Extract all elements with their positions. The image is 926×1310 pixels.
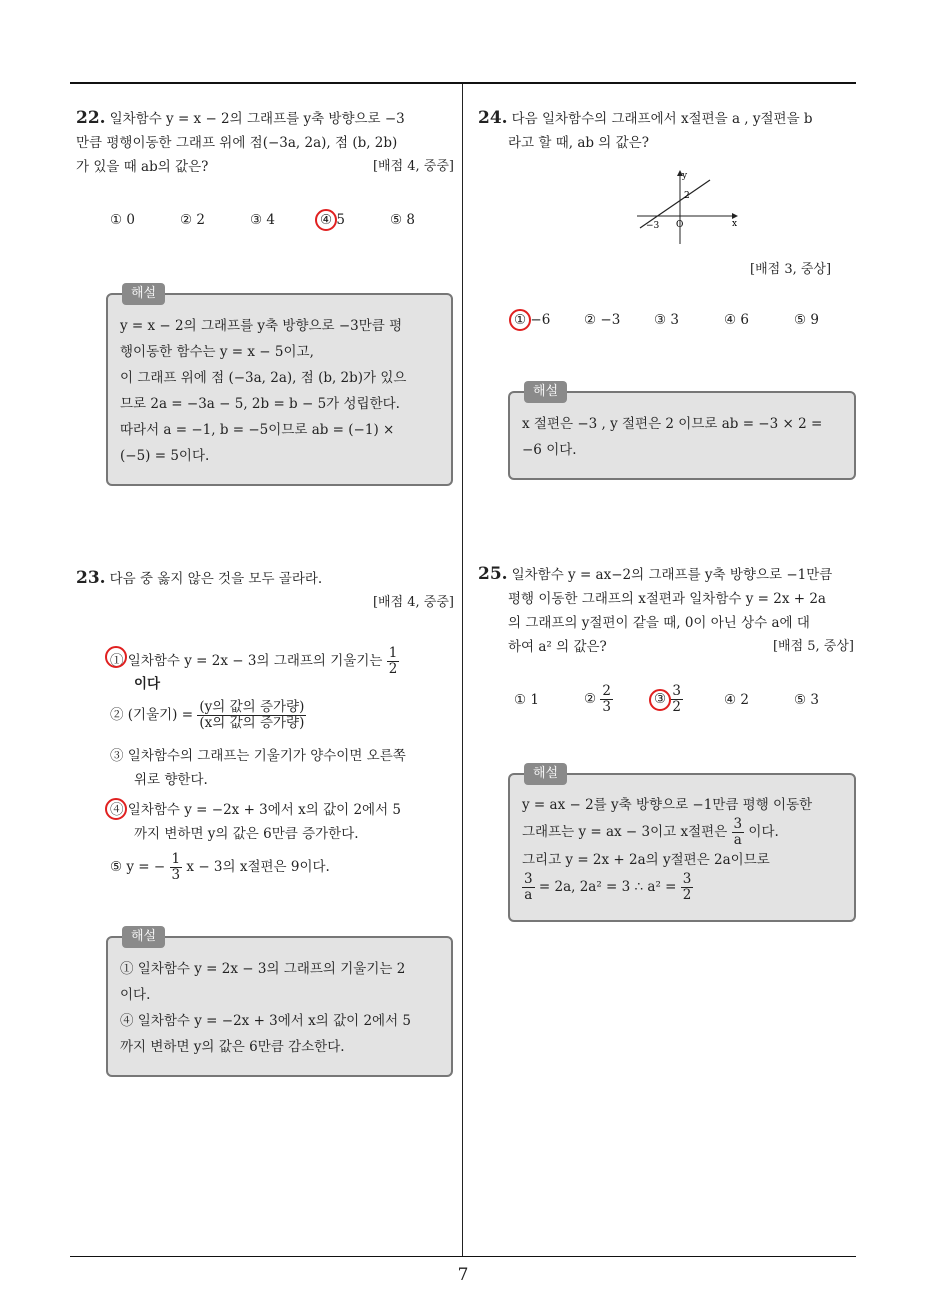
difficulty-24: [배점 3, 중상] [750,262,832,277]
choices-25 [514,684,844,724]
question-22 [76,106,454,179]
solution-line: 므로 2a = −3a − 5, 2b = b − 5가 성립한다. [120,396,400,412]
choice-4[interactable]: ④ 5 [320,212,345,228]
choice-5[interactable]: ⑤ 9 [794,312,819,328]
difficulty: [배점 5, 중상] [772,639,854,654]
solution-line: ① 일차함수 y = 2x − 3의 그래프의 기울기는 2 [120,961,406,977]
solution-tag: 해설 [122,283,165,305]
question-number: 23. [76,568,106,588]
solution-line: y = ax − 2를 y축 방향으로 −1만큼 평행 이동한 [522,797,813,813]
solution-box-25 [508,766,856,922]
solution-line: (−5) = 5이다. [120,448,210,464]
option-text: x − 3의 x절편은 9이다. [186,859,330,875]
solution-line: −6 이다. [522,442,577,458]
axis-label-y: y [682,171,688,181]
difficulty: [배점 4, 중중] [372,159,454,174]
question-text: 다음 중 옳지 않은 것을 모두 골라라. [109,571,323,587]
solution-tag: 해설 [524,763,567,785]
question-text: 가 있을 때 ab의 값은? [76,159,209,175]
option-text: ④ 일차함수 y = −2x + 3에서 x의 값이 2에서 5 [110,802,402,818]
option-text: ② (기울기) = [110,707,194,723]
choice-4[interactable]: ④ 6 [724,312,749,328]
answer-circle-icon [509,309,531,331]
solution-line: 까지 변하면 y의 값은 6만큼 감소한다. [120,1039,345,1055]
answer-circle-icon [649,689,671,711]
option-5[interactable] [110,852,330,883]
solution-line: 그리고 y = 2x + 2a의 y절편은 2a이므로 [522,852,770,868]
column-divider [462,84,463,1256]
option-3-cont: 위로 향한다. [134,772,208,788]
question-text: 일차함수 y = ax−2의 그래프를 y축 방향으로 −1만큼 [511,567,833,583]
question-25 [478,562,858,659]
choice-5[interactable]: ⑤ 8 [390,212,415,228]
bottom-rule [70,1256,856,1257]
y-intercept-label: 2 [684,191,690,201]
answer-circle-icon [105,798,127,820]
option-2[interactable] [110,700,306,731]
option-1-cont: 이다 [134,676,161,692]
fraction: $\frac{\text{(y의 값의 증가량)}}{\text{(x의 값의 증가량)}}$ [199,699,305,731]
origin-label: O [676,220,684,230]
solution-line: ④ 일차함수 y = −2x + 3에서 x의 값이 2에서 5 [120,1013,412,1029]
option-4-cont: 까지 변하면 y의 값은 6만큼 증가한다. [134,826,359,842]
difficulty: [배점 4, 중중] [372,595,454,610]
option-3[interactable]: ③ 일차함수의 그래프는 기울기가 양수이면 오른쪽 [110,748,406,764]
x-intercept-label: −3 [646,221,660,231]
question-number: 22. [76,108,106,128]
choice-1[interactable]: ① −6 [514,312,550,328]
answer-circle-icon [315,209,337,231]
solution-line: x 절편은 −3 , y 절편은 2 이므로 ab = −3 × 2 = [522,416,823,432]
question-text: 다음 일차함수의 그래프에서 x절편을 a , y절편을 b [511,111,813,127]
choice-2[interactable]: ② −3 [584,312,621,328]
choice-4[interactable]: ④ 2 [724,692,749,708]
question-text: 하여 a² 의 값은? [508,639,607,655]
question-text: 만큼 평행이동한 그래프 위에 점(−3a, 2a), 점 (b, 2b) [76,135,398,151]
choice-2[interactable]: ② $\frac{2}{3}$ [584,683,611,715]
option-text: ⑤ y = − [110,859,166,875]
solution-line: y = x − 2의 그래프를 y축 방향으로 −3만큼 평 [120,318,403,334]
solution-box-24 [508,384,856,480]
choice-1[interactable]: ① 1 [514,692,539,708]
option-4[interactable] [110,798,401,822]
choice-5[interactable]: ⑤ 3 [794,692,819,708]
top-rule [70,82,856,84]
solution-tag: 해설 [524,381,567,403]
question-text: 의 그래프의 y절편이 같을 때, 0이 아닌 상수 a에 대 [508,615,810,631]
answer-circle-icon [105,646,127,668]
choice-2[interactable]: ② 2 [180,212,205,228]
solution-line: 행이동한 함수는 y = x − 5이고, [120,344,314,360]
solution-box-22 [106,286,453,486]
choice-3[interactable]: ③ 4 [250,212,275,228]
page-number: 7 [457,1265,469,1285]
solution-line: 이 그래프 위에 점 (−3a, 2a), 점 (b, 2b)가 있으 [120,370,407,386]
question-24 [478,106,856,155]
question-number: 24. [478,108,508,128]
solution-tag: 해설 [122,926,165,948]
question-number: 25. [478,564,508,584]
question-text: 라고 할 때, ab 의 값은? [508,135,649,151]
axis-label-x: x [732,219,738,229]
choice-1[interactable]: ① 0 [110,212,135,228]
solution-line: 따라서 a = −1, b = −5이므로 ab = (−1) × [120,422,395,438]
option-text: ① 일차함수 y = 2x − 3의 그래프의 기울기는 [110,653,383,669]
fraction: $\frac{1}{2}$ [388,645,398,677]
solution-line: 이다. [120,987,151,1003]
solution-box-23 [106,929,453,1077]
question-text: 평행 이동한 그래프의 x절편과 일차함수 y = 2x + 2a [508,591,826,607]
solution-line: $\frac{3}{a}$ = 2a, 2a² = 3 ∴ a² = $\frac{3}{2}$ [524,871,692,903]
choice-3[interactable]: ③ $\frac{3}{2}$ [654,684,683,715]
question-23 [76,566,454,615]
choice-3[interactable]: ③ 3 [654,312,679,328]
fraction: $\frac{1}{3}$ [171,851,181,883]
linear-graph [632,166,742,246]
question-text: 일차함수 y = x − 2의 그래프를 y축 방향으로 −3 [109,111,405,127]
solution-line: 그래프는 y = ax − 3이고 x절편은 $\frac{3}{a}$ 이다. [522,816,779,848]
